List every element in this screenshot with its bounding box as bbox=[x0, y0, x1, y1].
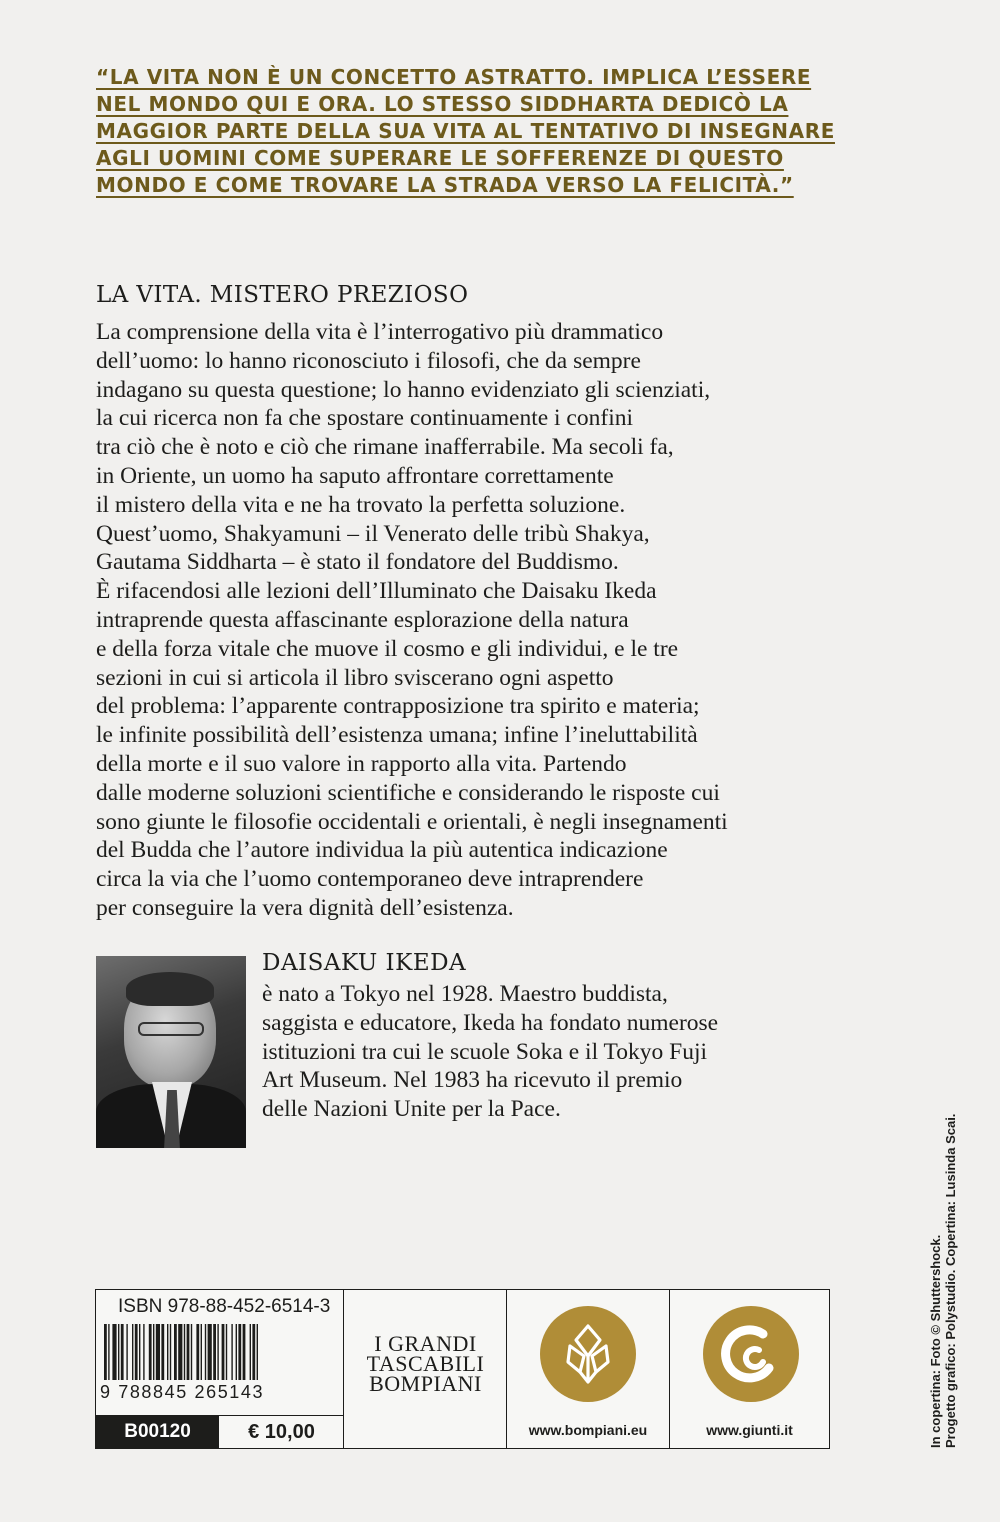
footer-panel bbox=[95, 1289, 830, 1449]
bompiani-website: www.bompiani.eu bbox=[528, 1422, 648, 1438]
blurb-line: e della forza vitale che muove il cosmo e gli individui, e le tre bbox=[96, 635, 679, 662]
bompiani-logo-icon bbox=[540, 1306, 636, 1402]
book-blurb bbox=[96, 318, 856, 923]
credits-line: In copertina: Foto © Shuttershock. bbox=[928, 1234, 943, 1448]
quote-line: MONDO E COME TROVARE LA STRADA VERSO LA FELICITÀ.” bbox=[96, 173, 794, 197]
cover-credits bbox=[928, 1114, 958, 1448]
blurb-line: del problema: l’apparente contrapposizione tra spirito e materia; bbox=[96, 693, 700, 720]
series-cell bbox=[344, 1290, 507, 1448]
barcode-cell bbox=[96, 1290, 344, 1448]
blurb-line: della morte e il suo valore in rapporto alla vita. Partendo bbox=[96, 750, 627, 777]
blurb-line: intraprende questa affascinante esplorazione della natura bbox=[96, 606, 629, 633]
quote-line: “LA VITA NON È UN CONCETTO ASTRATTO. IMPLICA L’ESSERE bbox=[96, 65, 812, 89]
isbn-text: ISBN 978-88-452-6514-3 bbox=[118, 1296, 331, 1317]
author-photo bbox=[96, 956, 246, 1148]
barcode-icon bbox=[100, 1324, 340, 1382]
bio-line: istituzioni tra cui le scuole Soka e il Tokyo Fuji bbox=[262, 1038, 708, 1065]
quote-line: AGLI UOMINI COME SUPERARE LE SOFFERENZE DI QUESTO bbox=[96, 146, 784, 170]
author-photo-hair bbox=[126, 972, 214, 1006]
book-title: LA VITA. MISTERO PREZIOSO bbox=[96, 282, 469, 308]
series-line: TASCABILI bbox=[366, 1351, 485, 1376]
blurb-line: È rifacendosi alle lezioni dell’Illuminato che Daisaku Ikeda bbox=[96, 578, 657, 605]
blurb-line: il mistero della vita e ne ha trovato la perfetta soluzione. bbox=[96, 491, 626, 518]
author-photo-glasses bbox=[138, 1022, 204, 1036]
price-row bbox=[96, 1415, 344, 1448]
bio-line: Art Museum. Nel 1983 ha ricevuto il premio bbox=[262, 1067, 683, 1094]
blurb-line: dalle moderne soluzioni scientifiche e considerando le risposte cui bbox=[96, 779, 720, 806]
author-name: DAISAKU IKEDA bbox=[262, 950, 467, 976]
blurb-line: le infinite possibilità dell’esistenza umana; infine l’ineluttabilità bbox=[96, 722, 698, 749]
bompiani-cell bbox=[507, 1290, 670, 1448]
blurb-line: sezioni in cui si articola il libro sviscerano ogni aspetto bbox=[96, 664, 614, 691]
blurb-line: circa la via che l’uomo contemporaneo deve intraprendere bbox=[96, 866, 644, 893]
bio-line: è nato a Tokyo nel 1928. Maestro buddista, bbox=[262, 981, 668, 1007]
blurb-line: per conseguire la vera dignità dell’esistenza. bbox=[96, 894, 514, 921]
giunti-cell bbox=[670, 1290, 829, 1448]
blurb-line: in Oriente, un uomo ha saputo affrontare correttamente bbox=[96, 462, 614, 489]
series-line: BOMPIANI bbox=[369, 1371, 482, 1396]
credits-line: Progetto grafico: Polystudio. Copertina: Lusinda Scai. bbox=[943, 1113, 958, 1448]
blurb-line: dell’uomo: lo hanno riconosciuto i filosofi, che da sempre bbox=[96, 347, 641, 374]
author-bio bbox=[262, 980, 862, 1124]
quote-line: MAGGIOR PARTE DELLA SUA VITA AL TENTATIVO DI INSEGNARE bbox=[96, 119, 835, 143]
bio-line: saggista e educatore, Ikeda ha fondato numerose bbox=[262, 1009, 719, 1036]
series-line: I GRANDI bbox=[374, 1331, 477, 1356]
back-cover-quote bbox=[96, 64, 835, 199]
giunti-logo-icon bbox=[703, 1306, 799, 1402]
product-code: B00120 bbox=[96, 1416, 219, 1448]
blurb-line: la cui ricerca non fa che spostare continuamente i confini bbox=[96, 405, 634, 432]
price: € 10,00 bbox=[248, 1420, 315, 1443]
bio-line: delle Nazioni Unite per la Pace. bbox=[262, 1096, 561, 1123]
blurb-line: del Budda che l’autore individua la più autentica indicazione bbox=[96, 837, 668, 864]
barcode-digits: 9 788845 265143 bbox=[100, 1382, 265, 1402]
series-name bbox=[344, 1331, 507, 1396]
giunti-website: www.giunti.it bbox=[706, 1422, 793, 1438]
blurb-line: Gautama Siddharta – è stato il fondatore del Buddismo. bbox=[96, 549, 619, 576]
blurb-line: indagano su questa questione; lo hanno evidenziato gli scienziati, bbox=[96, 376, 711, 403]
blurb-line: Quest’uomo, Shakyamuni – il Venerato delle tribù Shakya, bbox=[96, 520, 650, 547]
quote-line: NEL MONDO QUI E ORA. LO STESSO SIDDHARTA DEDICÒ LA bbox=[96, 92, 789, 116]
blurb-line: La comprensione della vita è l’interrogativo più drammatico bbox=[96, 319, 664, 345]
blurb-line: tra ciò che è noto e ciò che rimane inafferrabile. Ma secoli fa, bbox=[96, 434, 674, 461]
blurb-line: sono giunte le filosofie occidentali e orientali, è negli insegnamenti bbox=[96, 808, 728, 835]
